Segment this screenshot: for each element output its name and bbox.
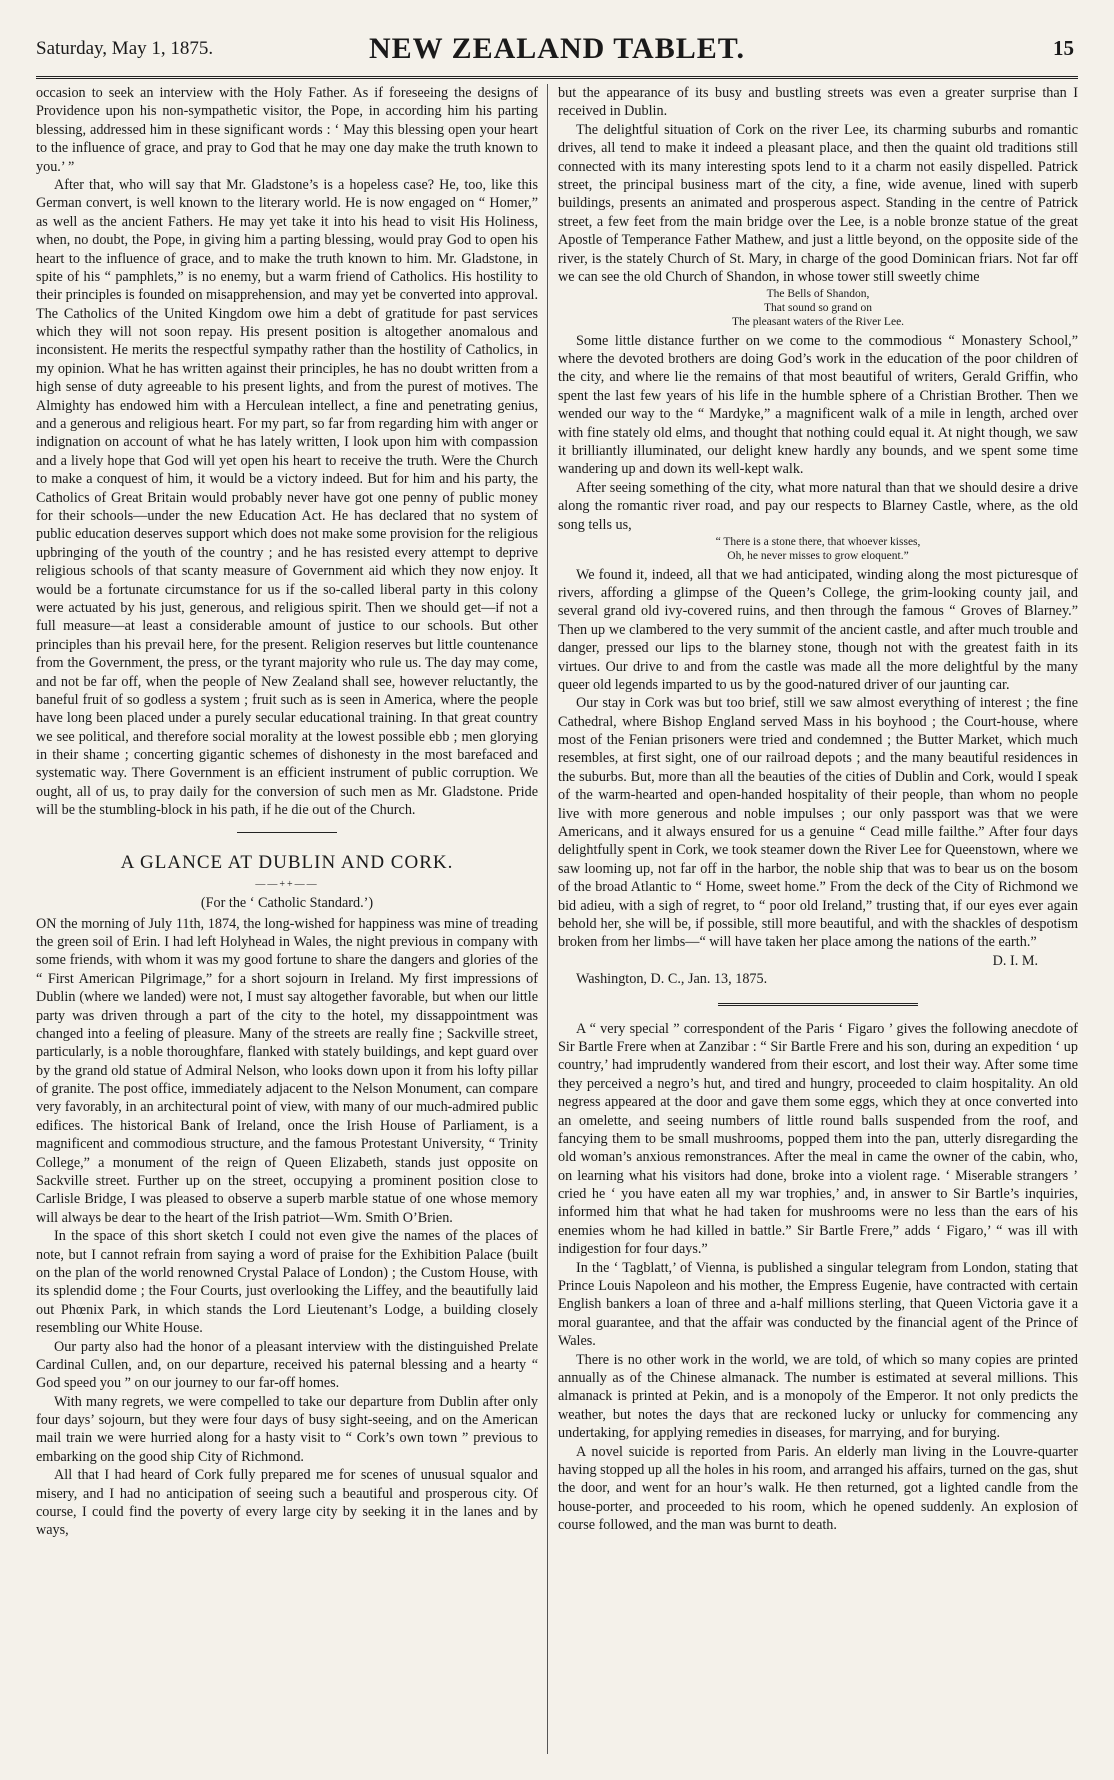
headline-ornament: ——++—— <box>255 879 319 891</box>
article-paragraph: All that I had heard of Cork fully prepared me for scenes of unusual squalor and misery, and I had no anticipation of seeing such a beautiful and prosperous city. Of course, I could find the poverty of every large city by seeking it in the lanes and by ways, <box>36 1467 538 1539</box>
news-note-paragraph: There is no other work in the world, we are told, of which so many copies are printed annually as of the Chinese almanack. The number is estimated at several millions. This almanack is printed at Pekin, and is a monopoly of the Emperor. It not only predicts the weather, but notes the days that are reckoned lucky or unlucky for commencing any undertaking, for applying remedies in diseases, for marrying, and for burying. <box>558 1351 1078 1442</box>
right-column <box>558 84 1078 1764</box>
article-signature: D. I. M. <box>992 952 1038 969</box>
verse-line: The pleasant waters of the River Lee. <box>731 315 905 328</box>
article-paragraph: ON the morning of July 11th, 1874, the long-wished for happiness was mine of treading the green soil of Erin. I had left Holyhead in Wales, the night previous in company with some friends, with whom it was my good fortune to share the dangers and glories of the “ First American Pilgrimage,” for a short sojourn in Ireland. My first impressions of Dublin (where we landed) were not, I must say altogether favorable, but when our little party was driven through a part of the city to the hotel, my dissappointment was changed into a feeling of pleasure. Many of the streets are really fine ; Sackville street, particularly, is a noble thoroughfare, flanked with stately buildings, and kept guard over by the grand old statue of Admiral Nelson, who looks down upon it from his lofty pillar of granite. The post office, immediately adjacent to the Nelson Monument, can compare very favorably, in an architectural point of view, with many of our much-admired public edifices. The historical Bank of Ireland, once the Irish House of Parliament, is a magnificent and commodious structure, and the famous Protestant University, “ Trinity College,” a monument of the reign of Queen Elizabeth, stands just opposite on Sackville street. Further up on the street, occupying a prominent position close to Carlisle Bridge, I was pleased to observe a superb marble statue of one whose memory will always be dear to the heart of the Irish patriot—Wm. Smith O’Brien. <box>36 915 538 1226</box>
issue-date: Saturday, May 1, 1875. <box>36 38 214 59</box>
article-signature-row <box>558 952 1078 970</box>
news-note-paragraph: A “ very special ” correspondent of the Paris ‘ Figaro ’ gives the following anecdote of Sir Bartle Frere when at Zanzibar : “ Sir Bartle Frere and his son, during an expedition ‘ up country,’ had imprudently wandered from their escort, and lost their way. After some time they perceived a negro’s hut, and tired and hungry, proceeded to claim hospitality. An old negress appeared at the door and gave them some eggs, which they at once converted into an omelette, and seeing numbers of little round balls suspended from the roof, and fancying them to be small mushrooms, popped them into the pan, utterly disregarding the old woman’s anxious remonstrances. After the meal in came the owner of the cabin, who, on learning what his visitors had done, broke into a violent rage. ‘ Miserable strangers ’ cried he ‘ you have eaten all my war trophies,’ and, in answer to Sir Bartle’s inquiries, informed him that what he had taken for mushrooms were no less than the ears of his enemies whom he had killed in battle.” Sir Bartle Frere,” adds ‘ Figaro,’ “ was ill with indigestion for four days.” <box>558 1020 1078 1258</box>
article-paragraph: Some little distance further on we come to the commodious “ Monastery School,” where the devoted brothers are doing God’s work in the education of the poor children of the city, and where lie the remains of that most beautiful of writers, Gerald Griffin, who spent the last few years of his life in the humble sphere of a Christian Brother. Then we wended our way to the “ Mardyke,” a magnificent walk of a mile in length, arched over with fine stately old elms, and thought that nothing could equal it. At night though, we saw it brilliantly illuminated, our delight knew hardly any bounds, and we spent some time wandering up and down its well-kept walk. <box>558 332 1078 478</box>
article-paragraph: With many regrets, we were compelled to take our departure from Dublin after only four days’ sojourn, but they were four days of busy sight-seeing, and on the American mail train we were hurried along for a hasty visit to “ Cork’s own town ” previous to embarking on the good ship City of Richmond. <box>36 1393 538 1465</box>
gladstone-paragraph: After that, who will say that Mr. Gladstone’s is a hopeless case? He, too, like this German convert, is well known to the literary world. He is now engaged on “ Homer,” as well as the ancient Fathers. He may yet take it into his head to visit His Holiness, when, no doubt, the Pope, in giving him a parting blessing, would pray God to open his heart to the influence of grace, and to make the truth known to him. Mr. Gladstone, in spite of his “ pamphlets,” is no enemy, but a warm friend of Catholics. His hostility to their principles is founded on misapprehension, and may yet be converted into approval. The Catholics of the United Kingdom owe him a debt of gratitude for past services which they will not soon repay. His present position is altogether anomalous and inconsistent. He merits the respectful sympathy rather than the hostility of Catholics, in my opinion. What he has written against their principles, he has no doubt written from a high sense of duty agreeable to his present lights, and from the purest of motives. The Almighty has endowed him with a Herculean intellect, a fine and penetrating genius, and a generous and religious heart. For my part, so far from regarding him with anger or indignation on account of what he has lately written, I look upon him with compassion and a lively hope that God will yet open his heart to receive the truth. Were the Church to make a conquest of him, it would be a victory indeed. But for him and his party, the Catholics of Great Britain would probably never have got one penny of public money for their schools—under the new Education Act. He has declared that no system of public education deserves support which does not make some provision for the religious upbringing of the youth of the country ; and he has resisted every attempt to deprive religious schools of that scanty measure of Government aid which they now enjoy. It would be a fortunate circumstance for us if the so-called liberal party in this colony were actuated by his just, generous, and religious spirit. Then we should get—if not a full measure—at least a considerable amount of justice to our schools. But other principles than his prevail here, for the present. Religion reserves but little countenance from the Government, the press, or the tyrant majority who rule us. The day may come, and not be far off, when the people of New Zealand shall see, however reluctantly, the baneful fruit of so godless a system ; fruit such as is seen in America, where the people have long been placed under a purely secular educational training. In that great country we see political, and therefore social morality at the lowest possible ebb ; men glorying in their shame ; concerting gigantic schemes of dishonesty in the most barefaced and systematic way. There Government is an efficient instrument of public corruption. We ought, all of us, to pray daily for the conversion of such men as Mr. Gladstone. Pride will be the stumbling-block in his path, if he die out of the Church. <box>36 176 538 819</box>
left-column <box>36 84 538 1764</box>
verse-blarney-stone <box>558 536 1078 564</box>
article-paragraph: In the space of this short sketch I could not even give the names of the places of note, but I cannot refrain from saying a word of praise for the Exhibition Palace (built on the plan of the world renowned Crystal Palace of London) ; the Custom House, with its splendid dome ; the Four Courts, just overlooking the Liffey, and the beautifully laid out Phœnix Park, in which stands the Lord Lieutenant’s Lodge, a building closely resembling our White House. <box>36 1228 538 1337</box>
gladstone-paragraph: occasion to seek an interview with the Holy Father. As if foreseeing the designs of Providence upon his non-sympathetic visitor, the Pope, in according him his parting blessing, addressed him in these significant words : ‘ May this blessing open your heart to the influence of grace, and pray to God that he may one day make the truth known to you.’ ” <box>36 85 538 175</box>
masthead <box>36 30 1078 79</box>
verse-line: The Bells of Shandon, <box>766 288 870 301</box>
article-headline: A GLANCE AT DUBLIN AND CORK. <box>120 851 454 873</box>
news-note-paragraph: A novel suicide is reported from Paris. An elderly man living in the Louvre-quarter having stopped up all the holes in his room, and arranged his affairs, turned on the gas, shut the door, and went for an hour’s walk. He then returned, got a lighted candle from the house-porter, and proceeded to his room, which he opened suddenly. An explosion of course followed, and the man was burnt to death. <box>558 1443 1078 1534</box>
news-note-paragraph: In the ‘ Tagblatt,’ of Vienna, is published a singular telegram from London, stating that Prince Louis Napoleon and his mother, the Empress Eugenie, have contracted with certain English bankers a loan of three and a-half millions sterling, that Queen Victoria gave it a moral guarantee, and that the affair was conducted by the financial agent of the Prince of Wales. <box>558 1259 1078 1350</box>
page-number: 15 <box>1053 36 1074 60</box>
verse-bells-of-shandon <box>558 288 1078 329</box>
verse-line: “ There is a stone there, that whoever kisses, <box>715 535 921 548</box>
article-paragraph: Our stay in Cork was but too brief, still we saw almost everything of interest ; the fine Cathedral, where Bishop England served Mass in his boyhood ; the Court-house, where most of the Fenian prisoners were tried and condemned ; the Butter Market, which much resembles, at first sight, one of our railroad depots ; and the many beautiful residences in the suburbs. But, more than all the beauties of the cities of Dublin and Cork, would I speak of the warm-hearted and open-handed hospitality of their people, than whom no people live with more generous and noble impulses ; our only passport was that we were Americans, and it always ensured for us a genuine “ Cead mille failthe.” After four days delightfully spent in Cork, we took steamer down the River Lee for Queenstown, where we saw looming up, not far off in the harbor, the noble ship that was to bear us on the bosom of the broad Atlantic to “ Home, sweet home.” From the deck of the City of Richmond we bid adieu, with a sigh of regret, to “ poor old Ireland,” trusting that, if our eyes ever again behold her, she will be, if possible, still more beautiful, and with the shackles of despotism broken from her limbs—“ will have taken her place among the nations of the earth.” <box>558 695 1078 951</box>
article-dateline: Washington, D. C., Jan. 13, 1875. <box>576 971 768 988</box>
section-divider <box>237 832 337 833</box>
article-paragraph: but the appearance of its busy and bustling streets was even a greater surprise than I received in Dublin. <box>558 85 1078 120</box>
article-credit: (For the ‘ Catholic Standard.’) <box>200 895 374 912</box>
verse-line: That sound so grand on <box>764 302 872 315</box>
article-paragraph: Our party also had the honor of a pleasant interview with the distinguished Prelate Cardinal Cullen, and, on our departure, received his paternal blessing and a hearty “ God speed you ” on our journey to our far-off homes. <box>36 1338 538 1392</box>
article-paragraph: The delightful situation of Cork on the river Lee, its charming suburbs and romantic drives, all tend to make it indeed a pleasant place, and then the quaint old traditions still connected with its many interesting spots lend to it a charm not easily dispelled. Patrick street, the principal business mart of the city, a fine, wide avenue, lined with superb buildings, presents an animated and prosperous aspect. Standing in the centre of Patrick street, a few feet from the main bridge over the Lee, is a noble bronze statue of the great Apostle of Temperance Father Mathew, and just a little beyond, on the opposite side of the river, is the stately Church of St. Mary, in charge of the good Dominican friars. Not far off we can see the old Church of Shandon, in whose tower still sweetly chime <box>558 121 1078 285</box>
column-rule <box>547 84 548 1754</box>
verse-line: Oh, he never misses to grow eloquent.” <box>727 549 909 562</box>
article-paragraph: We found it, indeed, all that we had anticipated, winding along the most picturesque of rivers, affording a glimpse of the Queen’s College, the grim-looking county jail, and several grand old ivy-covered ruins, and then through the famous “ Groves of Blarney.” Then up we clambered to the very summit of the ancient castle, and after much trouble and danger, pressed our lips to the blarney stone, though not with the greatest faith in its virtues. Our drive to and from the castle was made all the more delightful by the many queer old legends imparted to us by the good-natured driver of our jaunting car. <box>558 566 1078 693</box>
article-paragraph: After seeing something of the city, what more natural than that we should desire a drive along the romantic river road, and pay our respects to Blarney Castle, where, as the old song tells us, <box>558 479 1078 533</box>
newspaper-title: NEW ZEALAND TABLET. <box>368 32 746 65</box>
section-divider <box>718 1003 918 1006</box>
